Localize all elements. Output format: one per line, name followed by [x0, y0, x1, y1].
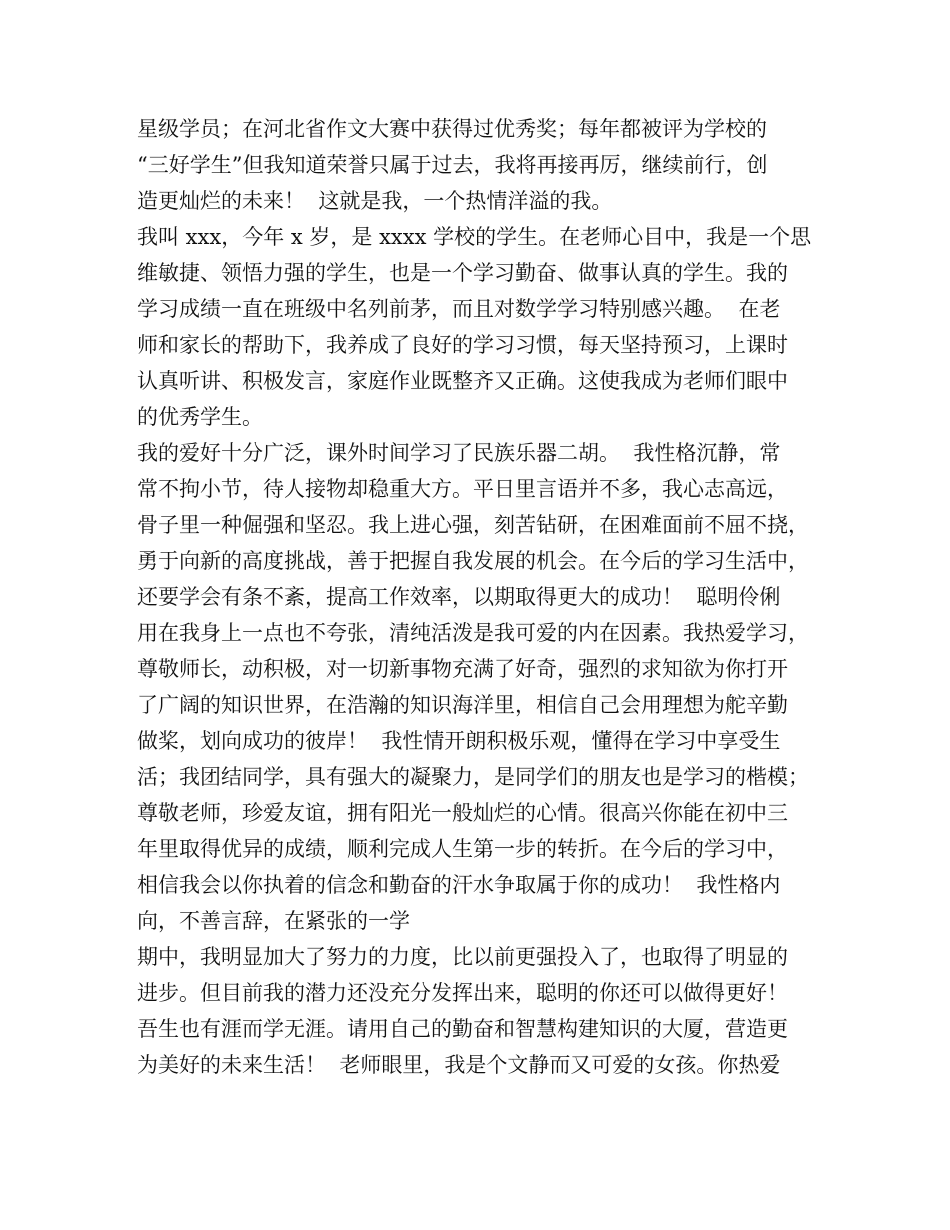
text-line: 我的爱好十分广泛，课外时间学习了民族乐器二胡。 我性格沉静，常 [137, 441, 781, 465]
text-line: 骨子里一种倔强和坚忍。我上进心强，刻苦钻研，在困难面前不屈不挠， [137, 513, 809, 537]
text-line: 年里取得优异的成绩，顺利完成人生第一步的转折。在今后的学习中， [137, 837, 788, 861]
text-line: 活；我团结同学，具有强大的凝聚力，是同学们的朋友也是学习的楷模； [137, 765, 809, 789]
text-line: 做桨，划向成功的彼岸！ 我性情开朗积极乐观，懂得在学习中享受生 [137, 729, 781, 753]
text-line: 师和家长的帮助下，我养成了良好的学习习惯，每天坚持预习，上课时 [137, 333, 788, 357]
text-line: 了广阔的知识世界，在浩瀚的知识海洋里，相信自己会用理想为舵辛勤 [137, 693, 788, 717]
text-line: 尊敬师长，动积极，对一切新事物充满了好奇，强烈的求知欲为你打开 [137, 657, 788, 681]
text-line: 相信我会以你执着的信念和勤奋的汗水争取属于你的成功！ 我性格内 [137, 873, 781, 897]
text-line: 尊敬老师，珍爱友谊，拥有阳光一般灿烂的心情。很高兴你能在初中三 [137, 801, 788, 825]
text-line: 期中，我明显加大了努力的力度，比以前更强投入了，也取得了明显的 [137, 945, 788, 969]
text-line: “三好学生”但我知道荣誉只属于过去，我将再接再厉，继续前行，创 [137, 153, 768, 177]
text-line: 常不拘小节，待人接物却稳重大方。平日里言语并不多，我心志高远， [137, 477, 788, 501]
text-line: 勇于向新的高度挑战，善于把握自我发展的机会。在今后的学习生活中， [137, 549, 809, 573]
text-line: 我叫 xxx，今年 x 岁，是 xxxx 学校的学生。在老师心目中，我是一个思 [137, 225, 812, 249]
text-line: 星级学员；在河北省作文大赛中获得过优秀奖；每年都被评为学校的 [137, 117, 767, 141]
text-line: 学习成绩一直在班级中名列前茅，而且对数学学习特别感兴趣。 在老 [137, 297, 781, 321]
body-text [137, 111, 837, 1083]
text-line: 吾生也有涯而学无涯。请用自己的勤奋和智慧构建知识的大厦，营造更 [137, 1017, 788, 1041]
text-line: 造更灿烂的未来！ 这就是我，一个热情洋溢的我。 [137, 189, 613, 213]
text-line: 还要学会有条不紊，提高工作效率，以期取得更大的成功！ 聪明伶俐 [137, 585, 781, 609]
text-line: 维敏捷、领悟力强的学生，也是一个学习勤奋、做事认真的学生。我的 [137, 261, 788, 285]
text-line: 向，不善言辞，在紧张的一学 [137, 909, 410, 933]
text-line: 用在我身上一点也不夸张，清纯活泼是我可爱的内在因素。我热爱学习， [137, 621, 809, 645]
text-line: 的优秀学生。 [137, 405, 263, 429]
text-line: 认真听讲、积极发言，家庭作业既整齐又正确。这使我成为老师们眼中 [137, 369, 788, 393]
text-line: 为美好的未来生活！ 老师眼里，我是个文静而又可爱的女孩。你热爱 [137, 1053, 781, 1077]
text-line: 进步。但目前我的潜力还没充分发挥出来，聪明的你还可以做得更好！ [137, 981, 788, 1005]
